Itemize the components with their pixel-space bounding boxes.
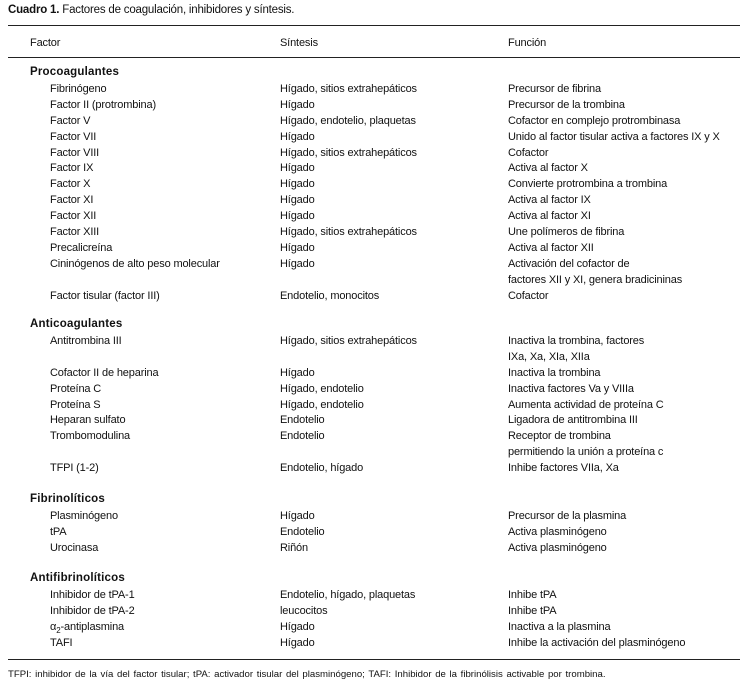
factor-cell: Trombomodulina (50, 430, 131, 443)
sintesis-cell: Hígado (280, 194, 315, 207)
sintesis-cell: Hígado (280, 636, 315, 649)
sintesis-cell: Hígado, sitios extrahepáticos (280, 226, 417, 238)
funcion-cell: Inactiva a la plasmina (508, 620, 611, 633)
funcion-cell: Cofactor (508, 146, 549, 159)
funcion-cell: Inactiva la trombina (508, 366, 601, 379)
section-title: Anticoagulantes (30, 318, 123, 330)
sintesis-cell: Hígado (280, 98, 315, 111)
funcion-cell: Activa plasminógeno (508, 525, 607, 538)
funcion-cell: Receptor de trombina (508, 430, 611, 443)
factor-cell: Inhibidor de tPA-2 (50, 604, 135, 617)
sintesis-cell: Hígado (280, 241, 315, 254)
caption-text: Factores de coagulación, inhibidores y síntesis. (59, 4, 295, 16)
factor-cell: Plasminógeno (50, 509, 118, 522)
sintesis-cell: Hígado (280, 130, 315, 143)
funcion-cell: Cofactor en complejo protrombinasa (508, 114, 681, 127)
factor-cell: $\alpha_2$-antiplasmina (50, 620, 125, 635)
funcion-cell: Activa al factor XI (508, 210, 591, 223)
funcion-cell: IXa, Xa, XIa, XIIa (508, 350, 590, 363)
header-sintesis: Síntesis (280, 37, 318, 49)
funcion-cell: Unido al factor tisular activa a factores IX y X (508, 130, 720, 143)
factor-cell: Proteína S (50, 398, 101, 411)
sintesis-cell: Hígado (280, 210, 315, 223)
funcion-cell: Activación del cofactor de (508, 257, 630, 270)
sintesis-cell: Hígado (280, 509, 315, 522)
factor-cell: Factor VII (50, 130, 97, 143)
funcion-cell: Precursor de fibrina (508, 82, 601, 95)
factor-cell: Factor tisular (factor III) (50, 289, 160, 302)
sintesis-cell: Endotelio, monocitos (280, 289, 380, 302)
sintesis-cell: Endotelio (280, 414, 325, 427)
funcion-cell: Activa al factor IX (508, 194, 591, 207)
sintesis-cell: Endotelio, hígado (280, 462, 364, 475)
header-funcion: Función (508, 37, 547, 49)
factor-cell: Factor XII (50, 210, 97, 223)
sintesis-cell: Hígado, endotelio, plaquetas (280, 114, 416, 127)
factor-cell: Urocinasa (50, 541, 99, 554)
factor-cell: Fibrinógeno (50, 82, 107, 95)
factor-cell: Factor VIII (50, 146, 100, 159)
funcion-cell: Precursor de la trombina (508, 98, 625, 111)
funcion-cell: Inhibe tPA (508, 588, 557, 601)
sintesis-cell: Endotelio (280, 525, 325, 538)
funcion-cell: Une polímeros de fibrina (508, 226, 625, 238)
subscript-2: 2 (56, 625, 61, 635)
factor-cell: Factor X (50, 178, 91, 191)
funcion-cell: Activa plasminógeno (508, 541, 607, 554)
section-title: Procoagulantes (30, 66, 120, 78)
table-footnote: TFPI: inhibidor de la vía del factor tisular; tPA: activador tisular del plasminógeno; TAFI: Inhibidor de la fibrinólisis activable por trombina. (8, 669, 606, 680)
funcion-cell: permitiendo la unión a proteína c (508, 446, 664, 459)
sintesis-cell: Endotelio (280, 430, 325, 443)
header-factor: Factor (30, 37, 61, 49)
factor-cell: Precalicreína (50, 241, 113, 254)
factor-cell: Factor II (protrombina) (50, 98, 156, 111)
factor-cell: Cininógenos de alto peso molecular (50, 257, 220, 270)
bottom-rule (8, 659, 740, 660)
factor-cell: Heparan sulfato (50, 414, 126, 427)
factor-cell: Factor V (50, 114, 91, 127)
factor-cell: tPA (50, 525, 67, 538)
funcion-cell: Ligadora de antitrombina III (508, 414, 638, 427)
sintesis-cell: Hígado, endotelio (280, 398, 364, 411)
factor-cell: TAFI (50, 636, 73, 649)
funcion-cell: Inhibe tPA (508, 604, 557, 617)
sintesis-cell: Hígado, sitios extrahepáticos (280, 146, 417, 159)
factor-cell: Factor IX (50, 162, 94, 175)
sintesis-cell: Hígado (280, 178, 315, 191)
sintesis-cell: Hígado, endotelio (280, 382, 364, 395)
funcion-cell: Inactiva factores Va y VIIIa (508, 382, 634, 395)
sintesis-cell: leucocitos (280, 604, 328, 617)
sintesis-cell: Hígado, sitios extrahepáticos (280, 334, 417, 347)
factor-cell: Factor XIII (50, 226, 100, 238)
factor-cell: Cofactor II de heparina (50, 366, 159, 379)
section-title: Fibrinolíticos (30, 493, 105, 505)
section-title: Antifibrinolíticos (30, 572, 125, 584)
factor-cell: Proteína C (50, 382, 102, 395)
funcion-cell: Convierte protrombina a trombina (508, 178, 668, 191)
factor-cell: Factor XI (50, 194, 94, 207)
sintesis-cell: Hígado (280, 366, 315, 379)
funcion-cell: factores XII y XI, genera bradicininas (508, 273, 683, 286)
factor-cell: Inhibidor de tPA-1 (50, 588, 135, 601)
funcion-cell: Aumenta actividad de proteína C (508, 398, 664, 411)
sintesis-cell: Riñón (280, 541, 308, 554)
funcion-cell: Inhibe factores VIIa, Xa (508, 462, 619, 475)
sintesis-cell: Endotelio, hígado, plaquetas (280, 588, 416, 601)
funcion-cell: Activa al factor XII (508, 241, 594, 254)
funcion-cell: Inactiva la trombina, factores (508, 334, 645, 347)
caption-label: Cuadro 1. (8, 4, 60, 16)
funcion-cell: Cofactor (508, 289, 549, 302)
funcion-cell: Activa al factor X (508, 162, 588, 175)
sintesis-cell: Hígado (280, 257, 315, 270)
funcion-cell: Precursor de la plasmina (508, 509, 627, 522)
factor-cell: Antitrombina III (50, 334, 122, 347)
factor-cell: TFPI (1-2) (50, 462, 99, 475)
funcion-cell: Inhibe la activación del plasminógeno (508, 636, 686, 649)
sintesis-cell: Hígado (280, 620, 315, 633)
sintesis-cell: Hígado, sitios extrahepáticos (280, 82, 417, 95)
sintesis-cell: Hígado (280, 162, 315, 175)
